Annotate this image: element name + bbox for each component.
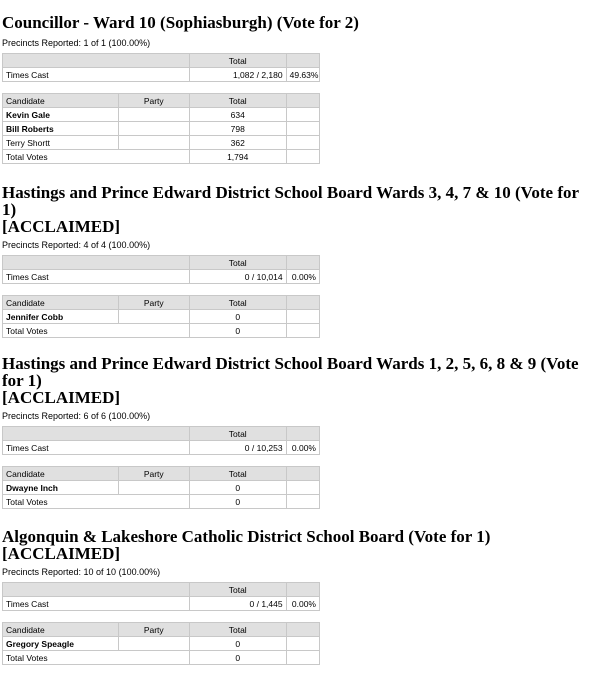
party-header: Party [118, 623, 189, 637]
header-cell [286, 623, 319, 637]
candidate-party [118, 637, 189, 651]
party-header: Party [118, 94, 189, 108]
total-votes-row [3, 495, 320, 509]
empty-cell [118, 651, 189, 665]
times-cast-table [2, 255, 320, 284]
total-header: Total [189, 296, 286, 310]
header-cell [286, 256, 319, 270]
times-cast-row [3, 441, 320, 455]
candidate-name: Terry Shortt [3, 136, 119, 150]
times-cast-label: Times Cast [3, 68, 119, 82]
total-votes-label: Total Votes [3, 150, 119, 164]
precincts-reported: Precincts Reported: 6 of 6 (100.00%) [2, 411, 151, 421]
times-cast-percent: 49.63% [286, 68, 319, 82]
party-header: Party [118, 296, 189, 310]
candidate-header: Candidate [3, 623, 119, 637]
empty-cell [286, 108, 319, 122]
empty-cell [118, 68, 189, 82]
race-section [2, 184, 594, 235]
candidate-table [2, 466, 320, 509]
candidate-header-row [3, 296, 320, 310]
total-votes-row [3, 150, 320, 164]
acclaimed-label: [ACCLAIMED] [2, 217, 121, 236]
times-cast-label: Times Cast [3, 270, 119, 284]
times-cast-row [3, 597, 320, 611]
header-cell [286, 94, 319, 108]
empty-cell [286, 651, 319, 665]
times-cast-percent: 0.00% [286, 597, 319, 611]
total-header: Total [189, 256, 286, 270]
candidate-party [118, 136, 189, 150]
candidate-header-row [3, 623, 320, 637]
candidate-table [2, 93, 320, 164]
header-cell [286, 467, 319, 481]
times-cast-percent: 0.00% [286, 441, 319, 455]
total-votes-label: Total Votes [3, 651, 119, 665]
total-header: Total [189, 94, 286, 108]
total-votes-row [3, 651, 320, 665]
empty-cell [118, 150, 189, 164]
empty-cell [286, 136, 319, 150]
race-title [2, 184, 594, 235]
acclaimed-label: [ACCLAIMED] [2, 388, 121, 407]
candidate-header: Candidate [3, 467, 119, 481]
candidate-total: 362 [189, 136, 286, 150]
precincts-reported: Precincts Reported: 10 of 10 (100.00%) [2, 567, 161, 577]
empty-cell [118, 597, 189, 611]
times-cast-value: 0 / 10,253 [189, 441, 286, 455]
total-votes-value: 1,794 [189, 150, 286, 164]
acclaimed-label: [ACCLAIMED] [2, 544, 121, 563]
race-title-text: Hastings and Prince Edward District School Board Wards 3, 4, 7 & 10 (Vote for 1) [2, 183, 579, 219]
empty-cell [286, 122, 319, 136]
header-cell [3, 256, 119, 270]
total-votes-label: Total Votes [3, 495, 119, 509]
times-cast-table [2, 53, 320, 82]
candidate-row [3, 481, 320, 495]
candidate-header: Candidate [3, 94, 119, 108]
times-cast-header-row [3, 583, 320, 597]
times-cast-table [2, 582, 320, 611]
party-header: Party [118, 467, 189, 481]
header-cell [286, 296, 319, 310]
candidate-total: 0 [189, 310, 286, 324]
candidate-party [118, 108, 189, 122]
empty-cell [286, 324, 319, 338]
empty-cell [286, 637, 319, 651]
candidate-total: 798 [189, 122, 286, 136]
times-cast-value: 0 / 1,445 [189, 597, 286, 611]
times-cast-value: 0 / 10,014 [189, 270, 286, 284]
race-title [2, 355, 594, 406]
candidate-name: Jennifer Cobb [3, 310, 119, 324]
candidate-party [118, 481, 189, 495]
times-cast-table [2, 426, 320, 455]
race-title-text: Councillor - Ward 10 (Sophiasburgh) (Vote for 2) [2, 13, 359, 32]
times-cast-row [3, 270, 320, 284]
header-cell [118, 54, 189, 68]
candidate-header-row [3, 467, 320, 481]
total-votes-label: Total Votes [3, 324, 119, 338]
candidate-total: 0 [189, 637, 286, 651]
times-cast-row [3, 68, 320, 82]
header-cell [286, 54, 319, 68]
candidate-header: Candidate [3, 296, 119, 310]
header-cell [118, 583, 189, 597]
race-title-text: Algonquin & Lakeshore Catholic District School Board (Vote for 1) [2, 527, 491, 546]
empty-cell [118, 441, 189, 455]
precincts-reported: Precincts Reported: 1 of 1 (100.00%) [2, 38, 151, 48]
times-cast-header-row [3, 427, 320, 441]
precincts-reported: Precincts Reported: 4 of 4 (100.00%) [2, 240, 151, 250]
candidate-table [2, 622, 320, 665]
candidate-table [2, 295, 320, 338]
total-votes-row [3, 324, 320, 338]
candidate-name: Bill Roberts [3, 122, 119, 136]
candidate-row [3, 122, 320, 136]
times-cast-label: Times Cast [3, 441, 119, 455]
race-section [2, 355, 594, 406]
total-votes-value: 0 [189, 324, 286, 338]
times-cast-percent: 0.00% [286, 270, 319, 284]
empty-cell [118, 495, 189, 509]
header-cell [286, 427, 319, 441]
total-votes-value: 0 [189, 651, 286, 665]
candidate-header-row [3, 94, 320, 108]
empty-cell [286, 310, 319, 324]
times-cast-header-row [3, 54, 320, 68]
header-cell [286, 583, 319, 597]
race-section [2, 528, 594, 562]
total-votes-value: 0 [189, 495, 286, 509]
empty-cell [286, 495, 319, 509]
header-cell [3, 583, 119, 597]
race-title [2, 528, 594, 562]
header-cell [3, 427, 119, 441]
total-header: Total [189, 467, 286, 481]
times-cast-header-row [3, 256, 320, 270]
candidate-total: 634 [189, 108, 286, 122]
candidate-name: Gregory Speagle [3, 637, 119, 651]
empty-cell [118, 324, 189, 338]
candidate-row [3, 310, 320, 324]
race-title-text: Hastings and Prince Edward District School Board Wards 1, 2, 5, 6, 8 & 9 (Vote for 1) [2, 354, 579, 390]
race-section [2, 14, 594, 31]
race-title [2, 14, 594, 31]
candidate-row [3, 136, 320, 150]
candidate-name: Dwayne Inch [3, 481, 119, 495]
header-cell [118, 256, 189, 270]
candidate-party [118, 310, 189, 324]
empty-cell [286, 481, 319, 495]
candidate-total: 0 [189, 481, 286, 495]
times-cast-value: 1,082 / 2,180 [189, 68, 286, 82]
times-cast-label: Times Cast [3, 597, 119, 611]
total-header: Total [189, 623, 286, 637]
candidate-name: Kevin Gale [3, 108, 119, 122]
empty-cell [286, 150, 319, 164]
header-cell [118, 427, 189, 441]
candidate-party [118, 122, 189, 136]
total-header: Total [189, 427, 286, 441]
candidate-row [3, 108, 320, 122]
candidate-row [3, 637, 320, 651]
total-header: Total [189, 583, 286, 597]
total-header: Total [189, 54, 286, 68]
header-cell [3, 54, 119, 68]
empty-cell [118, 270, 189, 284]
